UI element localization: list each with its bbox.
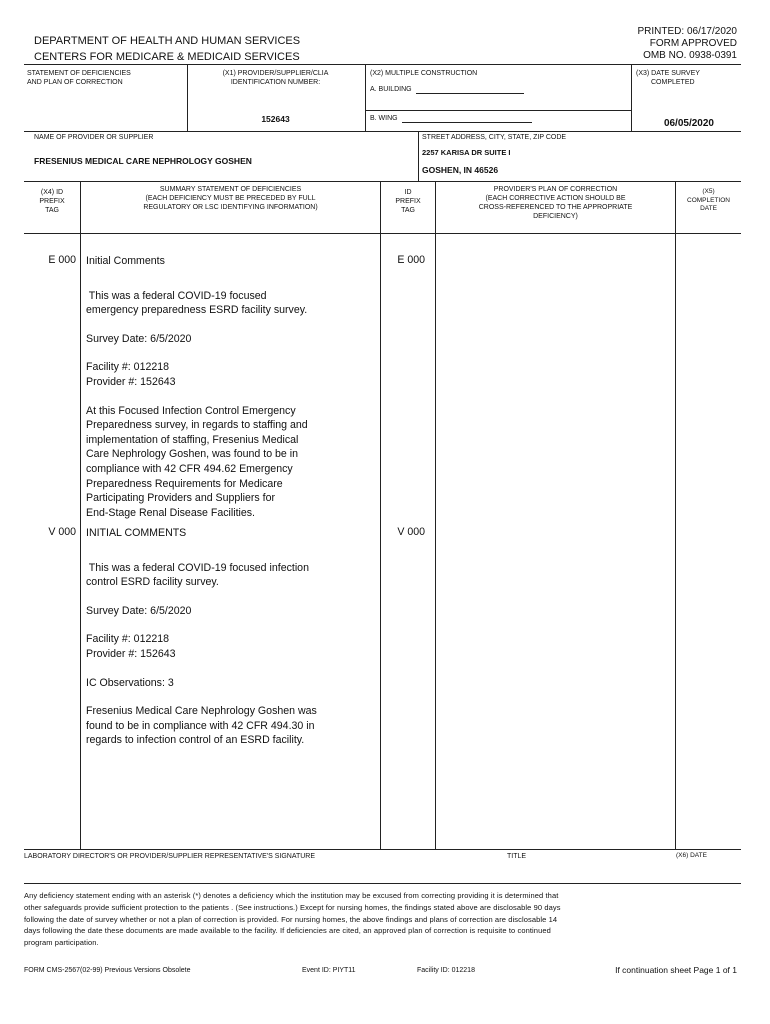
- city-state-zip: GOSHEN, IN 46526: [422, 165, 499, 175]
- e000-id-tag: E 000: [397, 254, 425, 266]
- building-blank: [416, 85, 524, 94]
- signature-label: LABORATORY DIRECTOR'S OR PROVIDER/SUPPLIER REPRESENTATIVE'S SIGNATURE: [24, 853, 316, 860]
- e000-prefix-tag: E 000: [48, 254, 76, 266]
- form-approved: FORM APPROVED: [649, 38, 737, 49]
- x3-label: (X3) DATE SURVEY COMPLETED: [636, 70, 700, 86]
- printed-date: PRINTED: 06/17/2020: [637, 26, 737, 37]
- survey-completed-date: 06/05/2020: [663, 118, 714, 129]
- v000-id-tag: V 000: [397, 526, 425, 538]
- form-number: FORM CMS-2567(02-99) Previous Versions Obsolete: [24, 967, 191, 974]
- provider-name: FRESENIUS MEDICAL CARE NEPHROLOGY GOSHEN: [34, 156, 252, 166]
- x4-header: (X4) ID PREFIX TAG: [39, 189, 65, 214]
- omb-number: OMB NO. 0938-0391: [643, 50, 737, 61]
- provider-name-label: NAME OF PROVIDER OR SUPPLIER: [34, 134, 154, 141]
- v000-title: INITIAL COMMENTS: [86, 527, 187, 539]
- statement-label: STATEMENT OF DEFICIENCIES AND PLAN OF CORRECTION: [27, 70, 131, 86]
- wing-field: B. WING: [370, 114, 532, 123]
- building-field: A. BUILDING: [370, 85, 524, 94]
- x1-label: (X1) PROVIDER/SUPPLIER/CLIA IDENTIFICATION NUMBER:: [222, 70, 329, 86]
- summary-header: SUMMARY STATEMENT OF DEFICIENCIES (EACH DEFICIENCY MUST BE PRECEDED BY FULL REGULATORY OR LSC IDENTIFYING INFORMATION): [143, 186, 318, 211]
- disclaimer-text: Any deficiency statement ending with an asterisk (*) denotes a deficiency which the institution may be excused from correcting providing it is determined that other safeguards provide sufficient protection to the patients . (See instructions.) Except for nursing homes, the findings stated above are disclosable 90 days following the date of survey whether or not a plan of correction is provided. For nursing homes, the above findings and plans of correction are disclosable 14 days following the date these documents are made available to the facility. If deficiencies are cited, an approved plan of correction is requisite to continued program participation.: [24, 891, 561, 948]
- address-label: STREET ADDRESS, CITY, STATE, ZIP CODE: [422, 134, 567, 141]
- continuation-page: If continuation sheet Page 1 of 1: [615, 965, 737, 975]
- id-prefix-header: ID PREFIX TAG: [395, 189, 421, 214]
- x2-label: (X2) MULTIPLE CONSTRUCTION: [370, 70, 478, 77]
- x6-date-label: (X6) DATE: [676, 852, 707, 859]
- department-name: DEPARTMENT OF HEALTH AND HUMAN SERVICES: [34, 35, 301, 47]
- facility-id: Facility ID: 012218: [417, 967, 475, 974]
- v000-summary: INITIAL COMMENTS This was a federal COVID-19 focused infection control ESRD facility survey. Survey Date: 6/5/2020 Facility #: 012218 Provider #: 152643 IC Observations: 3 Fresenius Medical Care Nephrology Goshen was found to be in compliance with 42 CFR 494.30 in regards to infection control of an ESRD facility.: [86, 526, 378, 748]
- e000-title: Initial Comments: [86, 255, 165, 267]
- wing-blank: [402, 114, 532, 123]
- x5-header: (X5) COMPLETION DATE: [687, 188, 730, 212]
- provider-number: 152643: [261, 114, 290, 124]
- street-address: 2257 KARISA DR SUITE I: [422, 148, 511, 157]
- v000-prefix-tag: V 000: [48, 526, 76, 538]
- title-label: TITLE: [507, 853, 527, 860]
- department-header: [34, 33, 300, 65]
- agency-name: CENTERS FOR MEDICARE & MEDICAID SERVICES: [34, 51, 300, 63]
- plan-header: PROVIDER'S PLAN OF CORRECTION (EACH CORRECTIVE ACTION SHOULD BE CROSS-REFERENCED TO THE APPROPRIATE DEFICIENCY): [478, 186, 633, 220]
- event-id: Event ID: PIYT11: [302, 967, 356, 974]
- header-right: [537, 26, 737, 62]
- e000-summary: Initial Comments This was a federal COVID-19 focused emergency preparedness ESRD facility survey. Survey Date: 6/5/2020 Facility #: 012218 Provider #: 152643 At this Focused Infection Control Emergency Preparedness survey, in regards to staffing and implementation of staffing, Fresenius Medical Care Nephrology Goshen, was found to be in compliance with 42 CFR 494.62 Emergency Preparedness Requirements for Medicare Participating Providers and Suppliers for End-Stage Renal Disease Facilities.: [86, 254, 378, 520]
